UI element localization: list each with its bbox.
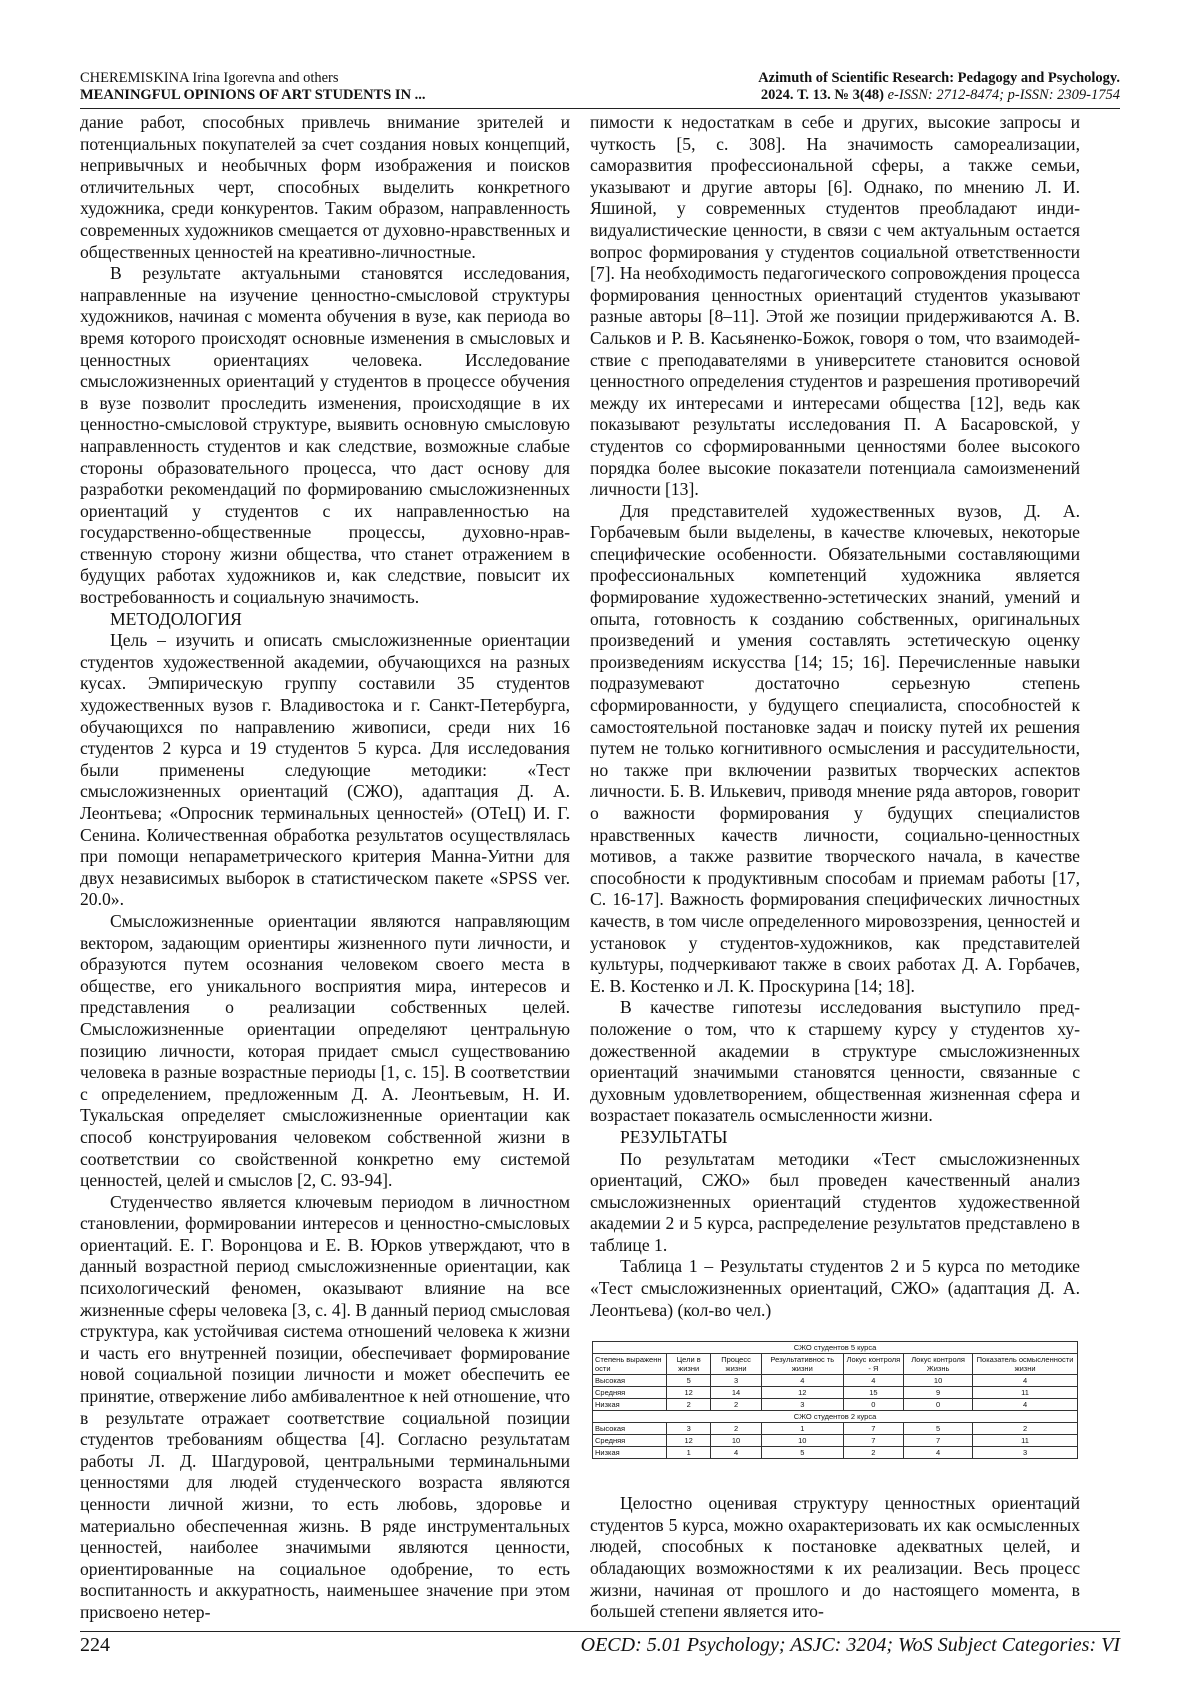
table-row	[593, 1435, 1078, 1447]
table-cell: 11	[973, 1435, 1078, 1447]
table-cell: 3	[973, 1447, 1078, 1459]
table-cell: 4	[843, 1375, 903, 1387]
table-cell: 9	[904, 1387, 973, 1399]
table-row	[593, 1387, 1078, 1399]
paragraph: Цель – изучить и описать смысложизненные ориентации студентов художественной академии, обучающихся на разных кусах. Эмпирическую группу составили 35 студентов художественных вузов г. Владивостока и г. Санкт-Петербурга, обучающихся по направлению живописи, среди них 16 студентов 2 курса и 19 студентов 5 курса. Для исследования были применены следующие методики: «Тест смысложизненных ориентаций (СЖО), адаптация Д. А. Леонтьева; «Опросник терминальных ценностей» (ОТеЦ) И. Г. Сенина. Количественная обработка результатов осуществлялась при помощи непараметрического критерия Манна-Уитни для двух независимых выборок в статистическом пакете «SPSS ver. 20.0».	[80, 630, 570, 910]
table-cell: Средняя	[593, 1435, 667, 1447]
table-cell: 4	[973, 1375, 1078, 1387]
header-authors: CHEREMISKINA Irina Igorevna and others	[80, 70, 339, 86]
table-caption: Таблица 1 – Результаты студентов 2 и 5 курса по методике «Тест смысложизненных ориентаций, СЖО» (адаптация Д. А. Леонтьева) (кол-во чел.)	[590, 1256, 1080, 1320]
table-cell: 7	[904, 1435, 973, 1447]
header-journal-title: Azimuth of Scientific Research: Pedagogy and Psychology.	[758, 70, 1120, 86]
table-cell: 4	[973, 1399, 1078, 1411]
table-cell: 3	[667, 1423, 711, 1435]
header-issue-line	[758, 87, 1120, 104]
header-article-title: MEANINGFUL OPINIONS OF ART STUDENTS IN ...	[80, 87, 426, 103]
table-cell: 10	[711, 1435, 762, 1447]
table-row	[593, 1447, 1078, 1459]
table-title-5: СЖО студентов 5 курса	[593, 1342, 1078, 1354]
table-header-cell: Локус контроля Жизнь	[904, 1354, 973, 1375]
table-cell: 2	[711, 1399, 762, 1411]
table-header-cell: Результативнос ть жизни	[761, 1354, 843, 1375]
table-cell: 12	[761, 1387, 843, 1399]
table-row	[593, 1399, 1078, 1411]
paragraph: Смысложизненные ориентации являются направляющим вектором, задающим ориентиры жизненного пути личности, и образуются путем осознания человеком своего места в обществе, его уникального восприятия мира, интересов и представления о реализации собственных целей. Смысложизненные ориентации определяют центральную позицию личности, которая придает смысл существованию человека в разные возрастные периоды [1, с. 15]. В соответствии с определением, предложенным Д. А. Леонтьевым, Н. И. Тукальская определяет смысложизненные ориентации как способ конструирования человеком собственной жизни в соответствии со свойственной конкретно ему системой ценностей, целей и смыслов [2, С. 93-94].	[80, 910, 570, 1191]
table-cell: 4	[904, 1447, 973, 1459]
table-cell: Высокая	[593, 1423, 667, 1435]
table-cell: Низкая	[593, 1399, 667, 1411]
table-cell: 7	[843, 1435, 903, 1447]
table-cell: 7	[843, 1423, 903, 1435]
table-header-cell: Цели в жизни	[667, 1354, 711, 1375]
paragraph: пимости к недостаткам в себе и других, высокие запросы и чуткость [5, с. 308]. На значимость самореализации, саморазвития профессиональной сферы, а также семьи, указывают и другие авторы [6]. Однако, по мнению Л. И. Яшиной, у современных студентов преобладают индивидуалистические ценности, в связи с чем актуальным остается вопрос формирования у студентов социальной ответственности [7]. На необходимость педагогического сопровождения процесса формирования ценностных ориентаций студентов указывают разные авторы [8–11]. Этой же позиции придерживаются А. В. Сальков и Р. В. Касьяненко-Божок, говоря о том, что взаимодействие с преподавателями в университете становится основой ценностного определения студентов и разрешения противоречий между их интересами и интересами общества [12], ведь как показывают результаты исследования П. А Басаровской, у студентов со сформированными ценностями более высокого порядка более высокие показатели потенциала самоизменений личности [13].	[590, 112, 1080, 500]
table-cell: 15	[843, 1387, 903, 1399]
table-cell: 2	[711, 1423, 762, 1435]
table-row	[593, 1423, 1078, 1435]
table-cell: Высокая	[593, 1375, 667, 1387]
table-cell: 0	[843, 1399, 903, 1411]
section-heading-methodology: МЕТОДОЛОГИЯ	[110, 608, 242, 629]
table-cell: Средняя	[593, 1387, 667, 1399]
table-cell: 3	[761, 1399, 843, 1411]
table-cell: 1	[667, 1447, 711, 1459]
paragraph: Для представителей художественных вузов, Д. А. Горбачевым были выделены, в качестве ключевых, некоторые специфические особенности. Обязательными составляющими профессиональных компетенций художника является формирование художественно-эстетических знаний, умений и опыта, готовность к созданию собственных, оригинальных произведений и умения составлять эстетическую оценку произведениям искусства [14; 15; 16]. Перечисленные навыки подразумевают достаточно серьезную степень сформированности, у будущего специалиста, способностей к самостоятельной постановке задач и поиску путей их решения путем не только когнитивного осмысления и рассудительности, но также при включении развитых творческих аспектов личности. Б. В. Илькевич, приводя мнение ряда авторов, говорит о важности формирования у будущих специалистов нравственных качеств личности, социально-ценностных мотивов, а также развитие творческого начала, в качестве способности к продуктивным способам и приемам работы [17, С. 16-17]. Важность формирования специфических личностных качеств, в том числе определенного мировоззрения, ценностей и установок у студентов-художников, как представителей культуры, подчеркивают также в своих работах Д. А. Горбачев, Е. В. Костенко и Л. К. Проскурина [14; 18].	[590, 500, 1080, 996]
table-cell: Низкая	[593, 1447, 667, 1459]
table-header-cell: Локус контроля - Я	[843, 1354, 903, 1375]
table-cell: 10	[761, 1435, 843, 1447]
paragraph: дание работ, способных привлечь внимание зрителей и потенциальных покупателей за счет создания новых концепций, непривычных и необычных форм изображения и поисков отличительных черт, способных выделить конкретного художника, среди конкурентов. Таким образом, направленность современных художников смещается от духовно-нравственных и общественных ценностей на креативно-личностные.	[80, 112, 570, 262]
table-cell: 12	[667, 1387, 711, 1399]
right-column	[590, 112, 1080, 1623]
table-title-2: СЖО студентов 2 курса	[593, 1411, 1078, 1423]
table-cell: 5	[667, 1375, 711, 1387]
header-right	[758, 70, 1120, 104]
table-cell: 10	[904, 1375, 973, 1387]
table-cell: 2	[843, 1447, 903, 1459]
header-left	[80, 70, 426, 104]
page-number: 224	[80, 1634, 110, 1656]
table-cell: 4	[711, 1447, 762, 1459]
table-cell: 3	[711, 1375, 762, 1387]
table-cell: 1	[761, 1423, 843, 1435]
page-footer	[80, 1631, 1120, 1660]
footer-classification: OECD: 5.01 Psychology; ASJC: 3204; WoS Subject Categories: VI	[580, 1634, 1120, 1656]
table-cell: 11	[973, 1387, 1078, 1399]
table-cell: 5	[904, 1423, 973, 1435]
paragraph: В качестве гипотезы исследования выступило предположение о том, что к старшему курсу у студентов художественной академии в структуре смысложизненных ориентаций значимыми становятся ценности, связанные с духовным удовлетворением, общественная жизненная сфера и возрастает показатель осмысленности жизни.	[590, 997, 1080, 1126]
table-header-cell: Показатель осмысленности жизни	[973, 1354, 1078, 1375]
header-issue: 2024. Т. 13. № 3(48)	[760, 87, 884, 103]
table-cell: 14	[711, 1387, 762, 1399]
table-row	[593, 1375, 1078, 1387]
table-cell: 4	[761, 1375, 843, 1387]
table-cell: 0	[904, 1399, 973, 1411]
results-table	[592, 1341, 1078, 1459]
table-header-row	[593, 1354, 1078, 1375]
table-cell: 5	[761, 1447, 843, 1459]
paragraph: Студенчество является ключевым периодом в личностном становлении, формировании интересов и ценностно-смысловых ориентаций. Е. Г. Воронцова и Е. В. Юрков утверждают, что в данный возрастной период смысложизненные ориентации, как психологический феномен, оказывают влияние на все жизненные сферы человека [3, с. 4]. В данный период смысловая структура, как устойчивая система отношений человека к жизни и часть его внутренней позиции, обеспечивает формирование новой социальной позиции личности и может обеспечить ее принятие, отвержение либо амбивалентное к ней отношение, что в результате отражает соответствие социальной позиции студентов требованиям общества [4]. Согласно результатам работы Л. Д. Шагдуровой, центральными терминальными ценностями для людей студенческого возраста являются ценности личной жизни, то есть любовь, здоровье и материально обеспеченная жизнь. В ряде инструментальных ценностей, наиболее значимыми являются ценности, ориентированные на социальное одобрение, то есть воспитанность и аккуратность, наименьшее значение при этом присвоено нетер-	[80, 1191, 570, 1622]
paragraph: Целостно оценивая структуру ценностных ориентаций студентов 5 курса, можно охарактеризовать их как осмысленных людей, способных к постановке адекватных целей, и обладающих возможностями к их реализации. Весь процесс жизни, начиная от прошлого и до настоящего момента, в большей степени является ито-	[590, 1493, 1080, 1622]
table-header-cell: Степень выраженн ости	[593, 1354, 667, 1375]
table-cell: 2	[973, 1423, 1078, 1435]
table-header-cell: Процесс жизни	[711, 1354, 762, 1375]
paragraph: По результатам методики «Тест смысложизненных ориентаций, СЖО» был проведен качественный анализ смысложизненных ориентаций студентов художественной академии 2 и 5 курса, распределение результатов представлено в таблице 1.	[590, 1148, 1080, 1255]
paragraph: В результате актуальными становятся исследования, направленные на изучение ценностно-смысловой структуры художников, начиная с момента обучения в вузе, как периода во время которого происходят основные изменения в смысловых и ценностных ориентациях человека. Исследование смысложизненных ориентаций у студентов в процессе обучения в вузе позволит проследить изменения, происходящие в их ценностно-смысловой структуре, выявить основную смысловую направленность студентов и как следствие, возможные слабые стороны образовательного процесса, что даст основу для разработки рекомендаций по формированию смысложизненных ориентаций у студентов с их направленностью на государственно-общественные процессы, духовно-нравственную сторону жизни общества, что станет отражением в будущих работах художников и, как следствие, повысит их востребованность и социальную значимость.	[80, 263, 570, 608]
table-cell: 2	[667, 1399, 711, 1411]
table-cell: 12	[667, 1435, 711, 1447]
page-header	[80, 70, 1120, 109]
section-heading-results: РЕЗУЛЬТАТЫ	[620, 1126, 728, 1147]
left-column	[80, 112, 570, 1624]
header-issn: e-ISSN: 2712-8474; p-ISSN: 2309-1754	[887, 87, 1120, 103]
